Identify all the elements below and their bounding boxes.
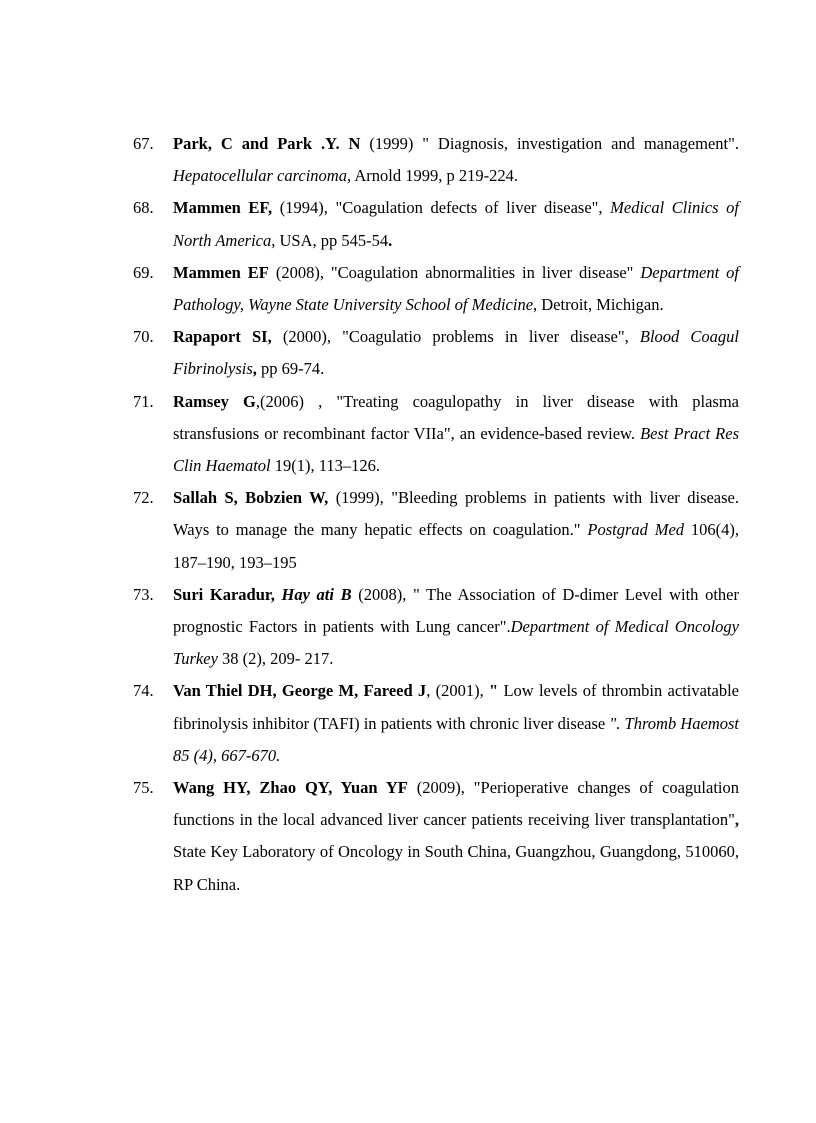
reference-number: 67. (133, 134, 154, 153)
reference-item (133, 386, 739, 483)
reference-text: , (252, 359, 257, 379)
reference-text: 38 (2), 209- 217. (217, 649, 334, 669)
reference-text: , (734, 810, 739, 830)
reference-text: ,(2006) , "Treating coagulopathy in liver disease with plasma stransfusions or recombinant factor VIIa", an evidence-based review. (173, 391, 739, 443)
reference-source: Best Pract Res Clin Haematol (173, 423, 740, 476)
reference-item (133, 257, 739, 321)
reference-item (133, 675, 739, 772)
reference-number: 72. (133, 488, 154, 508)
reference-text: (1999) " Diagnosis, investigation and management". (360, 134, 739, 153)
reference-number: 75. (133, 778, 154, 798)
reference-text: 19(1), 113–126. (270, 456, 381, 476)
reference-authors: Ramsey G (173, 391, 256, 411)
reference-number: 71. (133, 391, 154, 411)
reference-item (133, 192, 739, 256)
reference-item (133, 772, 739, 901)
reference-authors: Park, C and Park .Y. N (173, 134, 361, 153)
reference-source: Department of Medical Oncology Turkey (173, 617, 739, 669)
reference-source: Postgrad Med (587, 520, 685, 540)
reference-text: , USA, pp 545-54 (271, 230, 389, 250)
reference-text: 106(4), 187–190, 193–195 (173, 520, 739, 572)
reference-authors: Van Thiel DH, George M, Fareed J (173, 681, 427, 701)
reference-source: Medical Clinics of North America (173, 198, 739, 250)
reference-text: (2000), "Coagulatio problems in liver disease", (271, 327, 640, 347)
reference-number: 69. (133, 262, 154, 282)
reference-item (133, 579, 739, 676)
reference-text: Arnold 1999, p 219-224. (351, 166, 518, 186)
reference-item (133, 128, 739, 192)
reference-source: Blood Coagul Fibrinolysis (173, 327, 739, 379)
reference-text: (1999), "Bleeding problems in patients with liver disease. Ways to manage the many hepatic effects on coagulation." (173, 488, 740, 540)
reference-text: (1994), "Coagulation defects of liver disease", (272, 198, 611, 218)
reference-authors: Hay ati B (281, 584, 352, 604)
reference-text: pp 69-74. (256, 359, 325, 379)
reference-text: " (489, 681, 499, 701)
reference-authors: Rapaport SI, (173, 327, 272, 347)
reference-number: 70. (133, 327, 154, 347)
reference-number: 68. (133, 198, 154, 218)
reference-item (133, 482, 739, 579)
reference-number: 74. (133, 681, 154, 701)
reference-authors: Mammen EF, (173, 198, 273, 218)
reference-source: Department of Pathology, Wayne State University School of Medicine, (173, 262, 740, 315)
reference-authors: Wang HY, Zhao QY, Yuan YF (173, 778, 408, 798)
reference-text: , (2001), (426, 681, 489, 701)
reference-text: Low levels of thrombin activatable fibrinolysis inhibitor (TAFI) in patients with chronic liver disease (173, 681, 739, 733)
reference-text: (2009), "Perioperative changes of coagulation functions in the local advanced liver cancer patients receiving liver transplantation" (173, 778, 739, 830)
reference-text: State Key Laboratory of Oncology in South China, Guangzhou, Guangdong, 510060, RP China. (173, 842, 739, 894)
reference-text: . (388, 230, 393, 250)
reference-item (133, 321, 739, 385)
reference-source: ". Thromb Haemost 85 (4), 667-670. (173, 713, 739, 765)
reference-number: 73. (133, 584, 154, 604)
reference-text: Detroit, Michigan. (537, 295, 664, 315)
reference-authors: Mammen EF (173, 262, 269, 282)
reference-list (133, 128, 739, 901)
reference-text: (2008), " The Association of D-dimer Level with other prognostic Factors in patients with Lung cancer". (173, 584, 739, 637)
reference-text: (2008), "Coagulation abnormalities in liver disease" (268, 262, 641, 282)
reference-authors: Suri Karadur, (173, 584, 275, 604)
reference-authors: Sallah S, Bobzien W, (173, 488, 329, 508)
reference-source: Hepatocellular carcinoma, (173, 166, 352, 186)
